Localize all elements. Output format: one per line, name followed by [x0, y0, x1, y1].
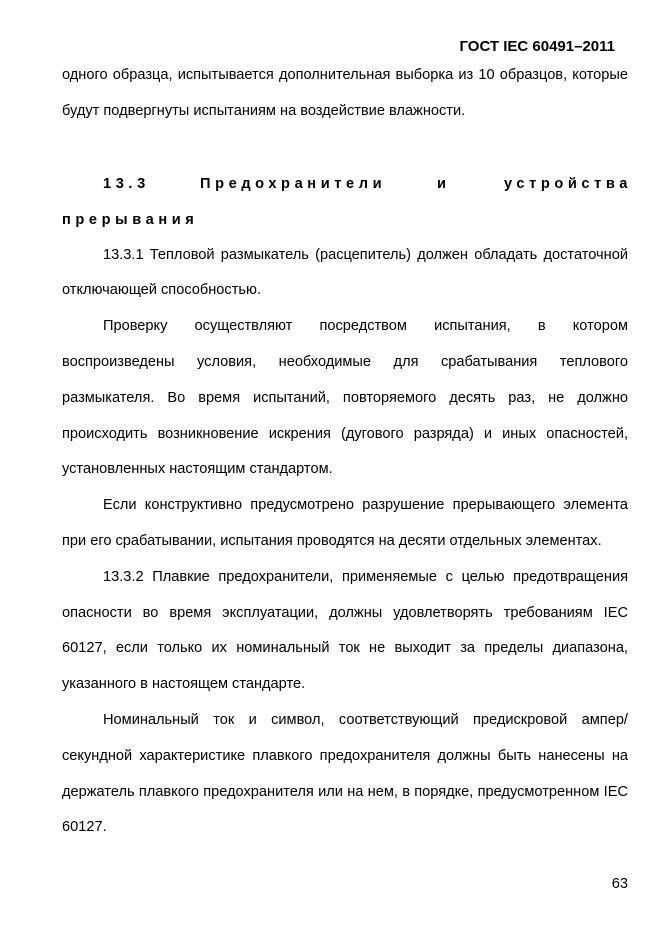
section-spacer — [62, 130, 628, 166]
continued-paragraph: одного образца, испытывается дополнительная выборка из 10 образцов, которые будут подвергнуты испытаниям на воздействие влажности. — [62, 67, 628, 119]
section-title-word: устройства — [504, 175, 632, 192]
paragraph-verification: Проверку осуществляют посредством испытания, в котором воспроизведены условия, необходимые для срабатывания теплового размыкателя. Во время испытаний, повторяемого десять раз, не должно происходить возникновение искрения (дугового разряда) и иных опасностей, установленных настоящим стандартом. — [62, 318, 628, 478]
paragraph-destructive-element: Если конструктивно предусмотрено разрушение прерывающего элемента при его срабатывании, испытания проводятся на десяти отдельных элементах. — [62, 497, 628, 549]
section-number: 13.3 — [103, 175, 150, 192]
paragraph-13-3-1: 13.3.1 Тепловой размыкатель (расцепитель) должен обладать достаточной отключающей способностью. — [62, 246, 628, 299]
document-code-header: ГОСТ IEC 60491–2011 — [459, 38, 615, 55]
page-number: 63 — [611, 876, 628, 892]
page-body — [62, 58, 632, 846]
section-title-word: Предохранители — [200, 175, 387, 192]
paragraph-rated-current: Номинальный ток и символ, соответствующий предискровой ампер/секундной характеристике плавкого предохранителя должны быть нанесены на держатель плавкого предохранителя или на нем, в порядке, предусмотренном IEC 60127. — [62, 711, 628, 836]
section-heading — [62, 166, 632, 202]
section-heading-continuation: прерывания — [62, 211, 199, 228]
paragraph-13-3-2: 13.3.2 Плавкие предохранители, применяемые с целью предотвращения опасности во время эксплуатации, должны удовлетворять требованиям IEC 60127, если только их номинальный ток не выходит за пределы диапазона, указанного в настоящем стандарте. — [62, 568, 628, 693]
section-title-word: и — [437, 175, 451, 192]
